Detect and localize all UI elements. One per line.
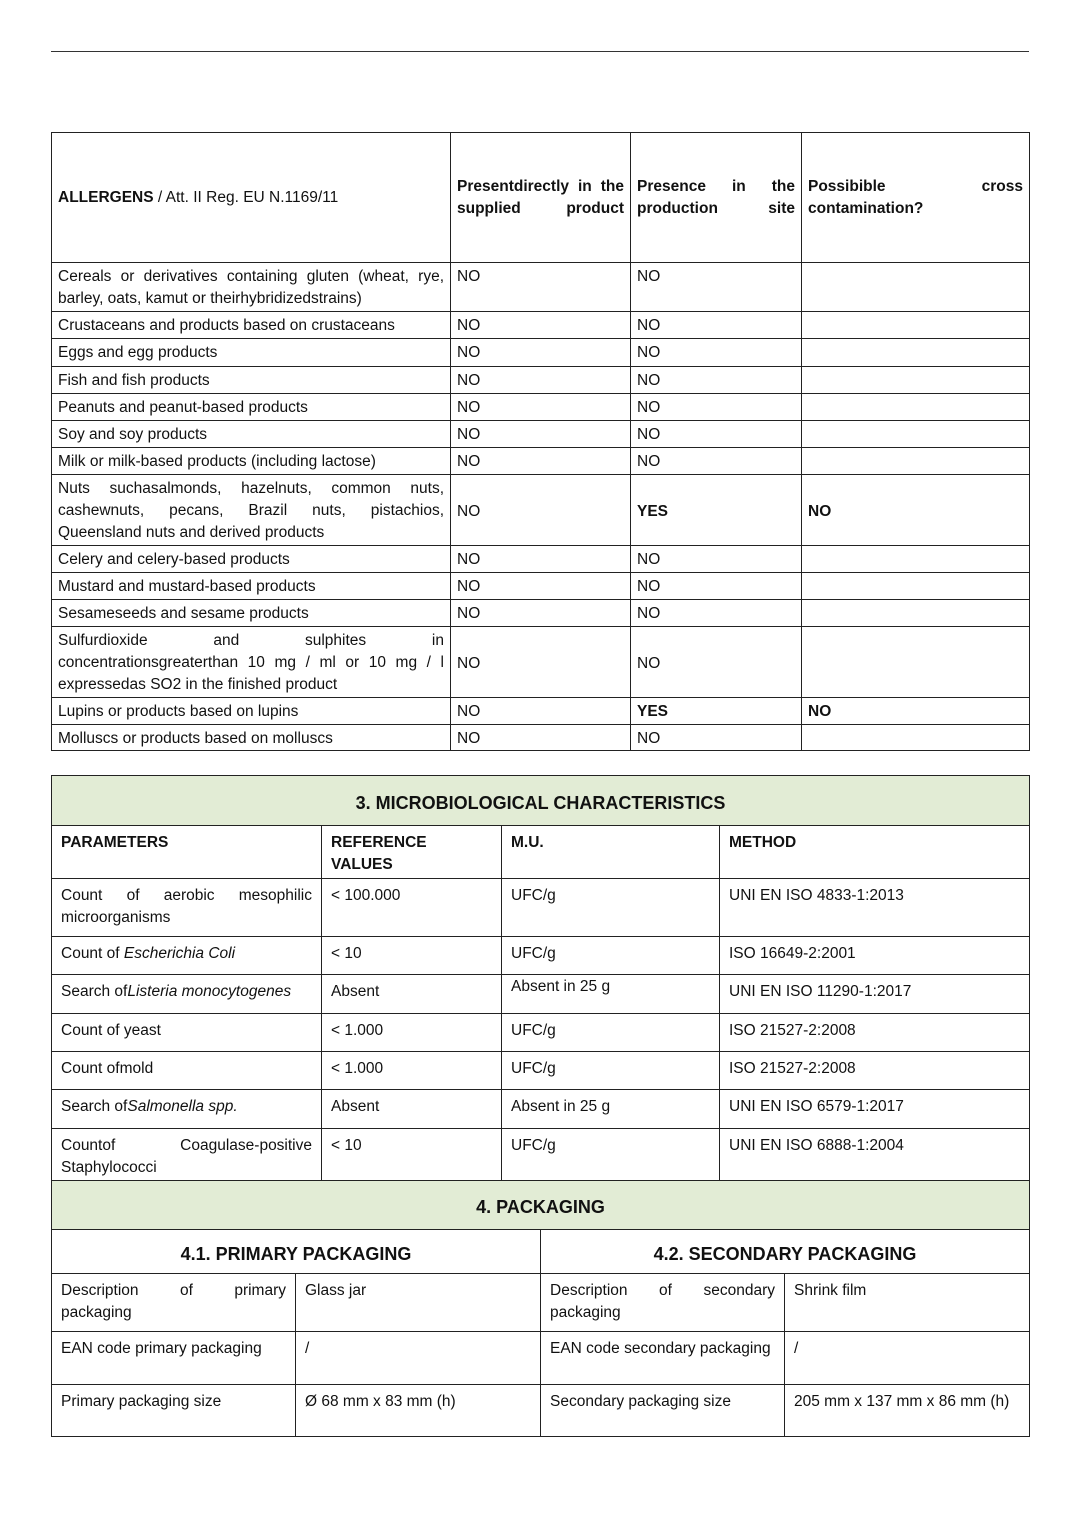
micro-header-parameters: PARAMETERS [52, 826, 322, 879]
micro-method: ISO 21527-2:2008 [720, 1052, 1030, 1090]
allergen-present: NO [451, 725, 631, 751]
micro-mu: Absent in 25 g [502, 1090, 720, 1129]
allergen-site: NO [631, 263, 802, 312]
micro-parameter: Countof Coagulase-positive Staphylococci [52, 1129, 322, 1182]
table-row [52, 698, 1030, 725]
allergen-cross [802, 312, 1030, 339]
micro-reference: < 10 [322, 937, 502, 975]
primary-value: Ø 68 mm x 83 mm (h) [296, 1385, 541, 1437]
primary-value: Glass jar [296, 1274, 541, 1332]
allergen-name: Sulfurdioxide and sulphites in concentrationsgreaterthan 10 mg / ml or 10 mg / l expressedas SO2 in the finished product [52, 627, 451, 698]
allergen-name: Fish and fish products [52, 367, 451, 394]
micro-header-reference: REFERENCE VALUES [322, 826, 502, 879]
allergen-present: NO [451, 627, 631, 698]
allergens-header-name: ALLERGENS / Att. II Reg. EU N.1169/11 [52, 133, 451, 263]
allergen-cross [802, 600, 1030, 627]
allergen-name: Milk or milk-based products (including lactose) [52, 448, 451, 475]
allergens-header-row [52, 133, 1030, 263]
table-row [52, 975, 1030, 1014]
table-row [52, 394, 1030, 421]
micro-parameter: Count of yeast [52, 1014, 322, 1052]
table-row [52, 1052, 1030, 1090]
page-top-rule [51, 51, 1029, 52]
table-row [52, 312, 1030, 339]
primary-value: / [296, 1332, 541, 1385]
allergen-site: NO [631, 339, 802, 367]
table-row [52, 546, 1030, 573]
allergen-site: NO [631, 394, 802, 421]
allergen-present: NO [451, 339, 631, 367]
table-row [52, 1014, 1030, 1052]
table-row [52, 367, 1030, 394]
table-row [52, 1090, 1030, 1129]
micro-method: ISO 21527-2:2008 [720, 1014, 1030, 1052]
microbiological-table [51, 775, 1030, 1182]
allergen-site: NO [631, 448, 802, 475]
allergen-present: NO [451, 546, 631, 573]
allergen-cross [802, 546, 1030, 573]
micro-mu: UFC/g [502, 1129, 720, 1182]
allergen-name: Cereals or derivatives containing gluten (wheat, rye, barley, oats, kamut or theirhybridizedstrains) [52, 263, 451, 312]
micro-parameter: Count of aerobic mesophilic microorganisms [52, 879, 322, 937]
primary-label: Primary packaging size [52, 1385, 296, 1437]
allergen-cross [802, 367, 1030, 394]
table-row [52, 573, 1030, 600]
table-row [52, 339, 1030, 367]
secondary-value: / [785, 1332, 1030, 1385]
micro-method: ISO 16649-2:2001 [720, 937, 1030, 975]
allergen-present: NO [451, 263, 631, 312]
allergen-name: Mustard and mustard-based products [52, 573, 451, 600]
allergen-present: NO [451, 394, 631, 421]
table-row [52, 421, 1030, 448]
micro-parameter: Count ofmold [52, 1052, 322, 1090]
micro-parameter: Search ofSalmonella spp. [52, 1090, 322, 1129]
allergen-present: NO [451, 698, 631, 725]
micro-method: UNI EN ISO 6579-1:2017 [720, 1090, 1030, 1129]
secondary-label: Secondary packaging size [541, 1385, 785, 1437]
allergens-header-cross: Possibible cross contamination? [802, 133, 1030, 263]
micro-method: UNI EN ISO 6888-1:2004 [720, 1129, 1030, 1182]
table-row [52, 1385, 1030, 1437]
allergen-cross: NO [802, 698, 1030, 725]
micro-method: UNI EN ISO 11290-1:2017 [720, 975, 1030, 1014]
allergens-table [51, 132, 1030, 751]
allergen-cross [802, 421, 1030, 448]
allergen-cross [802, 573, 1030, 600]
allergen-name: Crustaceans and products based on crustaceans [52, 312, 451, 339]
table-row [52, 263, 1030, 312]
secondary-packaging-title: 4.2. SECONDARY PACKAGING [541, 1230, 1030, 1274]
allergen-cross [802, 263, 1030, 312]
secondary-value: Shrink film [785, 1274, 1030, 1332]
micro-header-method: METHOD [720, 826, 1030, 879]
micro-reference: < 1.000 [322, 1014, 502, 1052]
allergen-site: NO [631, 573, 802, 600]
allergen-present: NO [451, 312, 631, 339]
micro-header-row [52, 826, 1030, 879]
allergen-cross [802, 394, 1030, 421]
allergen-name: Soy and soy products [52, 421, 451, 448]
micro-mu: UFC/g [502, 1052, 720, 1090]
allergen-present: NO [451, 475, 631, 546]
packaging-table [51, 1180, 1030, 1437]
micro-reference: < 100.000 [322, 879, 502, 937]
table-row [52, 725, 1030, 751]
allergen-cross: NO [802, 475, 1030, 546]
table-row [52, 879, 1030, 937]
secondary-label: EAN code secondary packaging [541, 1332, 785, 1385]
micro-mu: UFC/g [502, 937, 720, 975]
secondary-value: 205 mm x 137 mm x 86 mm (h) [785, 1385, 1030, 1437]
allergen-name: Celery and celery-based products [52, 546, 451, 573]
allergen-cross [802, 339, 1030, 367]
allergen-name: Lupins or products based on lupins [52, 698, 451, 725]
table-row [52, 475, 1030, 546]
allergen-site: NO [631, 367, 802, 394]
table-row [52, 1274, 1030, 1332]
table-row [52, 1332, 1030, 1385]
allergens-header-present: Presentdirectly in the supplied product [451, 133, 631, 263]
micro-reference: < 1.000 [322, 1052, 502, 1090]
allergen-name: Nuts suchasalmonds, hazelnuts, common nuts, cashewnuts, pecans, Brazil nuts, pistachios, Queensland nuts and derived products [52, 475, 451, 546]
allergen-site: YES [631, 475, 802, 546]
micro-header-mu: M.U. [502, 826, 720, 879]
allergen-present: NO [451, 421, 631, 448]
table-row [52, 600, 1030, 627]
allergen-site: NO [631, 627, 802, 698]
primary-packaging-title: 4.1. PRIMARY PACKAGING [52, 1230, 541, 1274]
table-row [52, 627, 1030, 698]
allergen-name: Sesameseeds and sesame products [52, 600, 451, 627]
secondary-label: Description of secondary packaging [541, 1274, 785, 1332]
allergen-present: NO [451, 448, 631, 475]
micro-mu: UFC/g [502, 879, 720, 937]
allergen-site: NO [631, 312, 802, 339]
micro-mu: UFC/g [502, 1014, 720, 1052]
allergen-site: YES [631, 698, 802, 725]
allergen-name: Molluscs or products based on molluscs [52, 725, 451, 751]
primary-label: EAN code primary packaging [52, 1332, 296, 1385]
allergen-cross [802, 627, 1030, 698]
micro-reference: Absent [322, 975, 502, 1014]
micro-method: UNI EN ISO 4833-1:2013 [720, 879, 1030, 937]
allergen-site: NO [631, 725, 802, 751]
allergen-cross [802, 448, 1030, 475]
micro-parameter: Count of Escherichia Coli [52, 937, 322, 975]
primary-label: Description of primary packaging [52, 1274, 296, 1332]
allergen-site: NO [631, 421, 802, 448]
micro-mu: Absent in 25 g [502, 975, 720, 1014]
allergen-present: NO [451, 600, 631, 627]
allergen-site: NO [631, 546, 802, 573]
table-row [52, 448, 1030, 475]
allergen-site: NO [631, 600, 802, 627]
micro-parameter: Search ofListeria monocytogenes [52, 975, 322, 1014]
table-row [52, 1129, 1030, 1182]
packaging-section-title: 4. PACKAGING [52, 1181, 1030, 1230]
allergen-name: Eggs and egg products [52, 339, 451, 367]
table-row [52, 937, 1030, 975]
allergen-name: Peanuts and peanut-based products [52, 394, 451, 421]
micro-reference: Absent [322, 1090, 502, 1129]
micro-section-title: 3. MICROBIOLOGICAL CHARACTERISTICS [52, 776, 1030, 826]
micro-reference: < 10 [322, 1129, 502, 1182]
allergen-present: NO [451, 367, 631, 394]
allergen-present: NO [451, 573, 631, 600]
allergen-cross [802, 725, 1030, 751]
allergens-header-site: Presence in the production site [631, 133, 802, 263]
